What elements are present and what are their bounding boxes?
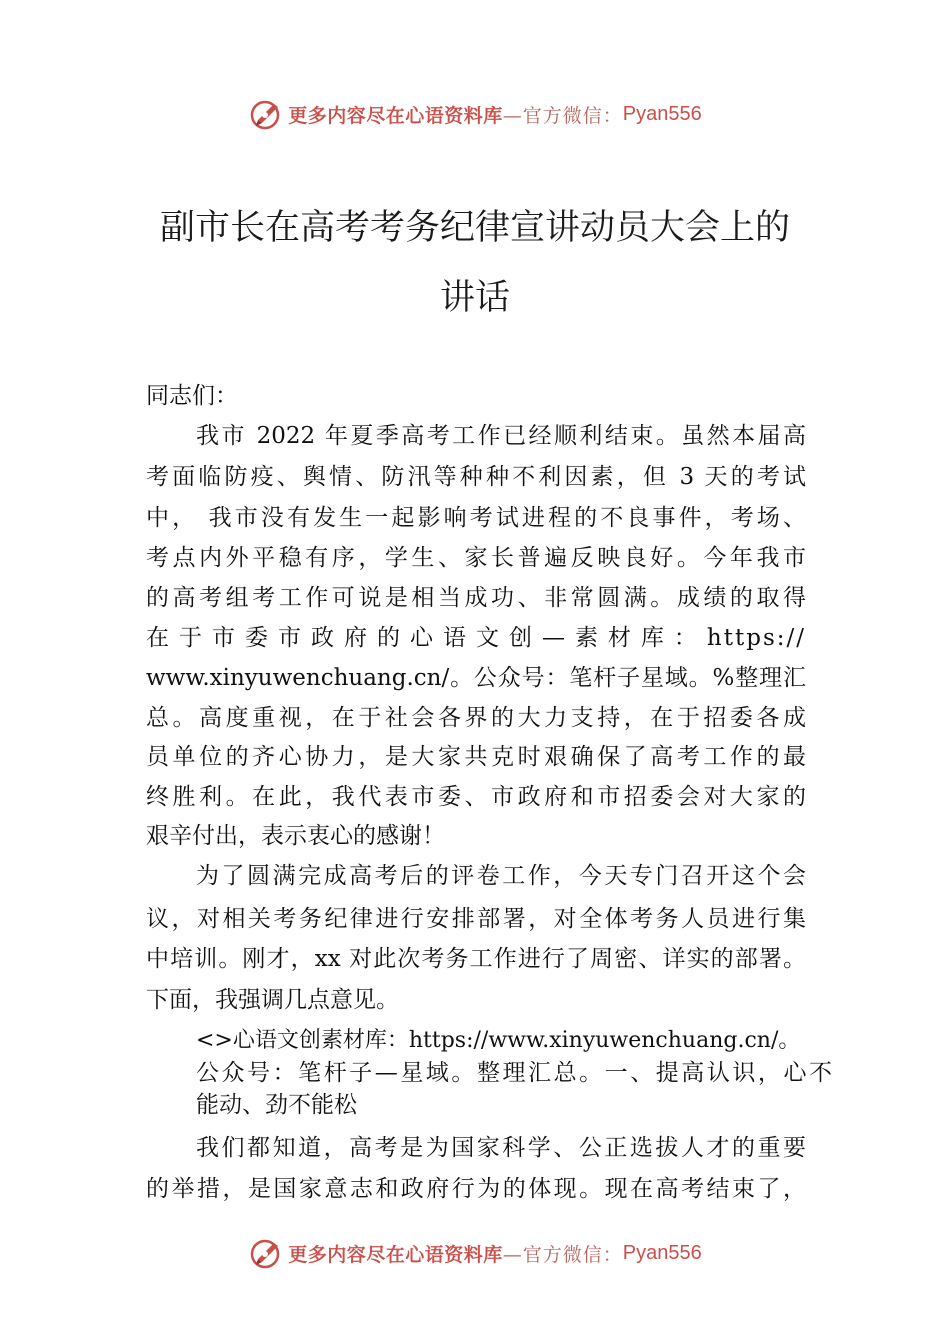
body-line: 为了圆满完成高考后的评卷工作，今天专门召开这个会 (196, 863, 806, 889)
heading-line: 能动、劲不能松 (196, 1092, 357, 1118)
body-line: 议，对相关考务纪律进行安排部署，对全体考务人员进行集 (146, 906, 806, 932)
body-line: 我市 2022 年夏季高考工作已经顺利结束。虽然本届高 (196, 423, 806, 449)
header-watermark-banner (0, 94, 950, 134)
body-line: www.xinyuwenchuang.cn/。公众号：笔杆子星域。%整理汇 (146, 665, 806, 691)
banner-main-text: 更多内容尽在心语资料库 (288, 1243, 503, 1266)
heading-line: <>心语文创素材库：https://www.xinyuwenchuang.cn/。 (196, 1028, 801, 1053)
body-line: 在于市委市政府的心语文创—素材库：https:// (146, 625, 806, 651)
banner-wechat-id: Pyan556 (622, 1241, 702, 1264)
footer-watermark-banner (0, 1233, 950, 1273)
pen-logo-icon (248, 1235, 284, 1271)
banner-main-text: 更多内容尽在心语资料库 (288, 104, 503, 127)
body-line: 考面临防疫、舆情、防汛等种种不利因素，但 3 天的考试 (146, 464, 806, 490)
body-line: 下面，我强调几点意见。 (146, 987, 399, 1013)
body-line: 中培训。刚才，xx 对此次考务工作进行了周密、详实的部署。 (146, 946, 806, 972)
heading-line: 公众号：笔杆子—星域。整理汇总。一、提高认识，心不 (196, 1060, 832, 1086)
body-line: 员单位的齐心协力，是大家共克时艰确保了高考工作的最 (146, 744, 806, 770)
body-line: 我们都知道，高考是为国家科学、公正选拔人才的重要 (196, 1135, 806, 1161)
document-title-line-1: 副市长在高考考务纪律宣讲动员大会上的 (159, 208, 790, 248)
banner-wechat-id: Pyan556 (622, 102, 702, 125)
pen-logo-icon (248, 96, 284, 132)
body-line: 的高考组考工作可说是相当成功、非常圆满。成绩的取得 (146, 585, 806, 611)
body-line: 考点内外平稳有序，学生、家长普遍反映良好。今年我市 (146, 545, 806, 571)
body-line: 艰辛付出，表示衷心的感谢！ (146, 823, 445, 849)
banner-separator-text: —官方微信： (502, 1243, 623, 1266)
banner-separator-text: —官方微信： (502, 104, 623, 127)
salutation: 同志们： (146, 383, 238, 409)
body-line: 的举措，是国家意志和政府行为的体现。现在高考结束了， (146, 1176, 806, 1202)
body-line: 总。高度重视，在于社会各界的大力支持，在于招委各成 (146, 705, 806, 731)
body-line: 终胜利。在此，我代表市委、市政府和市招委会对大家的 (146, 784, 806, 810)
body-line: 中， 我市没有发生一起影响考试进程的不良事件，考场、 (146, 505, 806, 531)
document-title-line-2: 讲话 (439, 278, 510, 318)
